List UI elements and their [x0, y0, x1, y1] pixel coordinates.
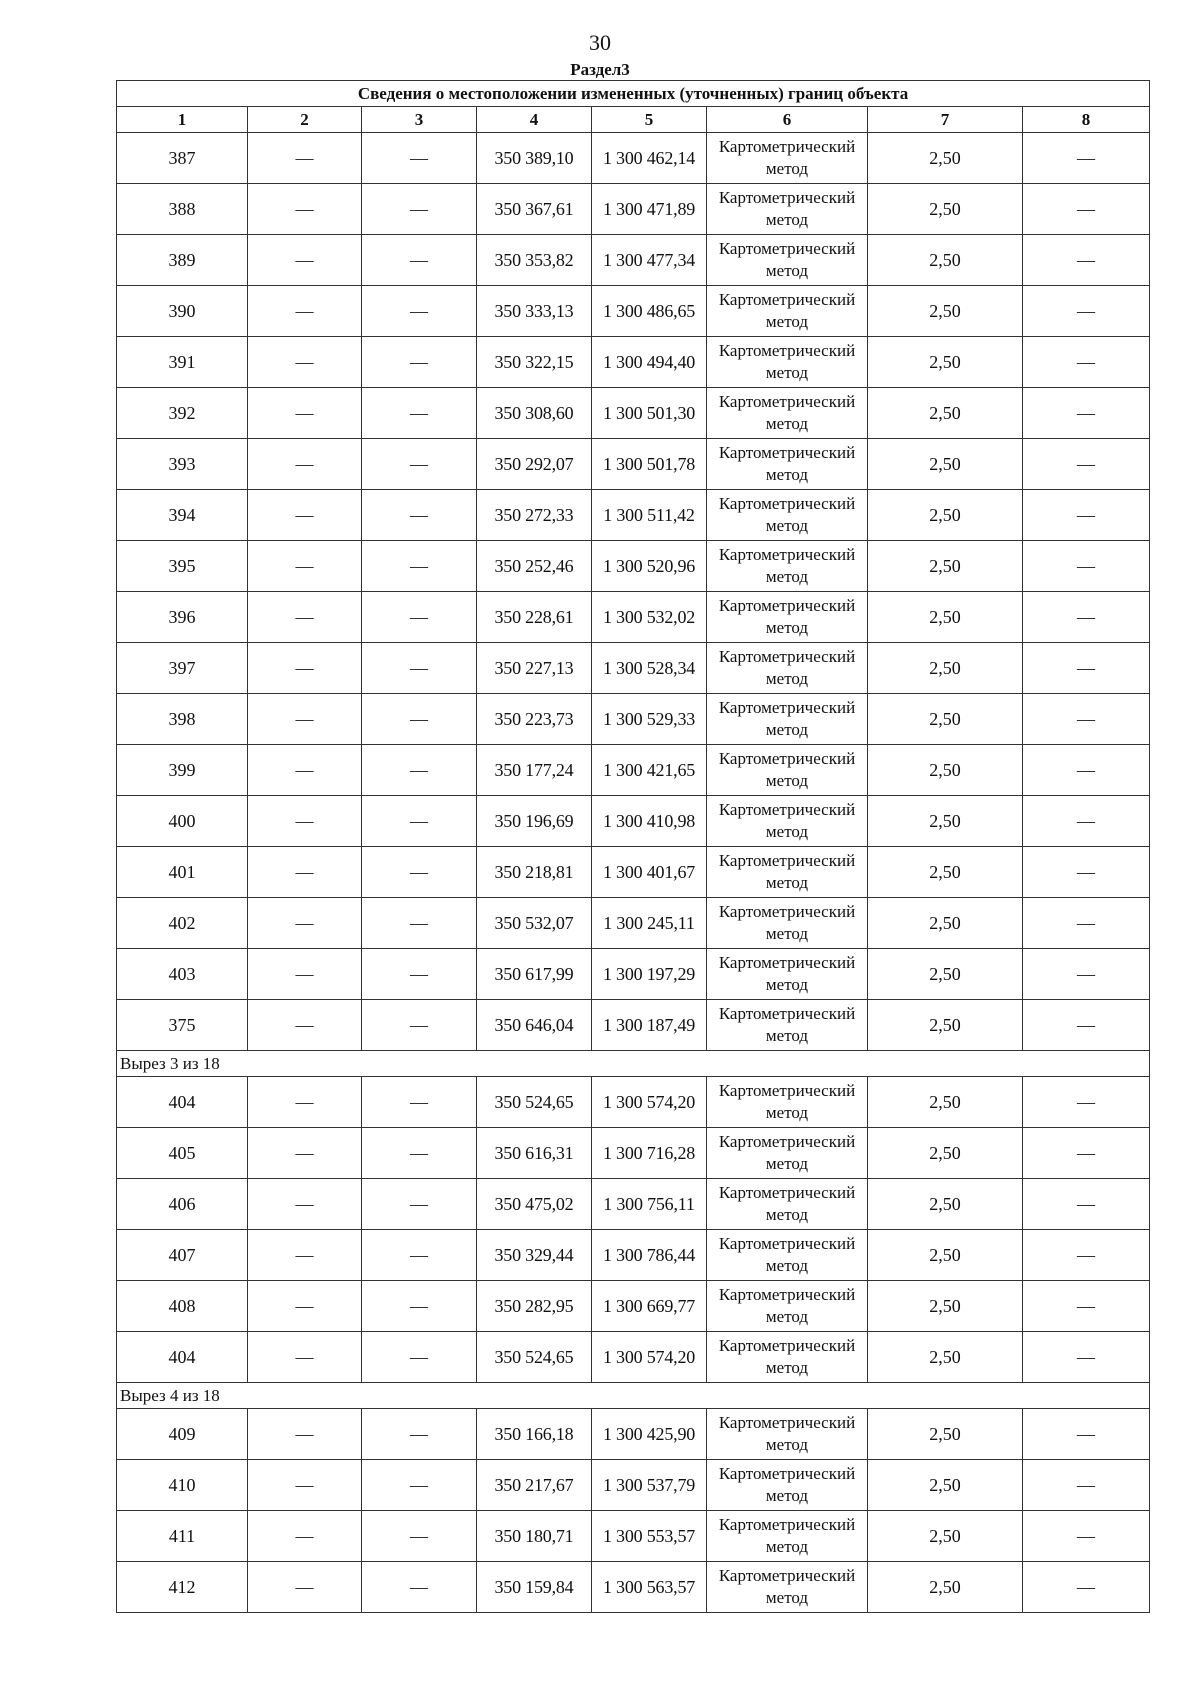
method-cell: Картометрический метод [707, 439, 868, 490]
point-number-cell: 402 [117, 898, 248, 949]
col3-cell: — [362, 847, 477, 898]
col3-cell: — [362, 541, 477, 592]
x-coordinate-cell: 350 333,13 [477, 286, 592, 337]
accuracy-cell: 2,50 [868, 490, 1023, 541]
column-header: 5 [592, 107, 707, 133]
point-number-cell: 407 [117, 1230, 248, 1281]
col3-cell: — [362, 1409, 477, 1460]
col8-cell: — [1023, 1562, 1150, 1613]
y-coordinate-cell: 1 300 187,49 [592, 1000, 707, 1051]
table-body [117, 133, 1150, 1613]
col2-cell: — [248, 847, 362, 898]
col3-cell: — [362, 235, 477, 286]
point-number-cell: 387 [117, 133, 248, 184]
table-row [117, 133, 1150, 184]
y-coordinate-cell: 1 300 537,79 [592, 1460, 707, 1511]
accuracy-cell: 2,50 [868, 1332, 1023, 1383]
col2-cell: — [248, 541, 362, 592]
y-coordinate-cell: 1 300 501,78 [592, 439, 707, 490]
col8-cell: — [1023, 286, 1150, 337]
point-number-cell: 401 [117, 847, 248, 898]
col2-cell: — [248, 745, 362, 796]
x-coordinate-cell: 350 223,73 [477, 694, 592, 745]
accuracy-cell: 2,50 [868, 184, 1023, 235]
table-row [117, 1230, 1150, 1281]
x-coordinate-cell: 350 177,24 [477, 745, 592, 796]
col8-cell: — [1023, 133, 1150, 184]
accuracy-cell: 2,50 [868, 1562, 1023, 1613]
x-coordinate-cell: 350 353,82 [477, 235, 592, 286]
table-row [117, 1128, 1150, 1179]
y-coordinate-cell: 1 300 756,11 [592, 1179, 707, 1230]
column-header: 3 [362, 107, 477, 133]
table-row [117, 337, 1150, 388]
x-coordinate-cell: 350 524,65 [477, 1332, 592, 1383]
y-coordinate-cell: 1 300 520,96 [592, 541, 707, 592]
point-number-cell: 389 [117, 235, 248, 286]
col3-cell: — [362, 1562, 477, 1613]
col2-cell: — [248, 1179, 362, 1230]
method-cell: Картометрический метод [707, 1179, 868, 1230]
y-coordinate-cell: 1 300 401,67 [592, 847, 707, 898]
col3-cell: — [362, 694, 477, 745]
col8-cell: — [1023, 235, 1150, 286]
point-number-cell: 411 [117, 1511, 248, 1562]
x-coordinate-cell: 350 389,10 [477, 133, 592, 184]
y-coordinate-cell: 1 300 574,20 [592, 1332, 707, 1383]
method-cell: Картометрический метод [707, 1409, 868, 1460]
point-number-cell: 408 [117, 1281, 248, 1332]
col2-cell: — [248, 796, 362, 847]
table-row [117, 898, 1150, 949]
y-coordinate-cell: 1 300 716,28 [592, 1128, 707, 1179]
accuracy-cell: 2,50 [868, 796, 1023, 847]
x-coordinate-cell: 350 617,99 [477, 949, 592, 1000]
col3-cell: — [362, 643, 477, 694]
point-number-cell: 410 [117, 1460, 248, 1511]
table-row [117, 745, 1150, 796]
accuracy-cell: 2,50 [868, 1230, 1023, 1281]
y-coordinate-cell: 1 300 494,40 [592, 337, 707, 388]
col3-cell: — [362, 1000, 477, 1051]
method-cell: Картометрический метод [707, 337, 868, 388]
col8-cell: — [1023, 388, 1150, 439]
accuracy-cell: 2,50 [868, 1077, 1023, 1128]
y-coordinate-cell: 1 300 511,42 [592, 490, 707, 541]
point-number-cell: 375 [117, 1000, 248, 1051]
point-number-cell: 409 [117, 1409, 248, 1460]
col8-cell: — [1023, 337, 1150, 388]
col2-cell: — [248, 949, 362, 1000]
point-number-cell: 391 [117, 337, 248, 388]
col3-cell: — [362, 133, 477, 184]
column-header: 2 [248, 107, 362, 133]
col8-cell: — [1023, 1077, 1150, 1128]
method-cell: Картометрический метод [707, 1281, 868, 1332]
y-coordinate-cell: 1 300 529,33 [592, 694, 707, 745]
point-number-cell: 390 [117, 286, 248, 337]
x-coordinate-cell: 350 196,69 [477, 796, 592, 847]
method-cell: Картометрический метод [707, 949, 868, 1000]
point-number-cell: 404 [117, 1077, 248, 1128]
table-row [117, 1000, 1150, 1051]
column-header: 1 [117, 107, 248, 133]
x-coordinate-cell: 350 308,60 [477, 388, 592, 439]
x-coordinate-cell: 350 524,65 [477, 1077, 592, 1128]
group-label: Вырез 4 из 18 [117, 1383, 1150, 1409]
column-header: 6 [707, 107, 868, 133]
method-cell: Картометрический метод [707, 1000, 868, 1051]
accuracy-cell: 2,50 [868, 439, 1023, 490]
col3-cell: — [362, 1077, 477, 1128]
col3-cell: — [362, 1511, 477, 1562]
col3-cell: — [362, 337, 477, 388]
y-coordinate-cell: 1 300 421,65 [592, 745, 707, 796]
col3-cell: — [362, 745, 477, 796]
table-row [117, 1409, 1150, 1460]
x-coordinate-cell: 350 282,95 [477, 1281, 592, 1332]
point-number-cell: 392 [117, 388, 248, 439]
method-cell: Картометрический метод [707, 490, 868, 541]
accuracy-cell: 2,50 [868, 1128, 1023, 1179]
col2-cell: — [248, 337, 362, 388]
col3-cell: — [362, 184, 477, 235]
col8-cell: — [1023, 439, 1150, 490]
point-number-cell: 397 [117, 643, 248, 694]
x-coordinate-cell: 350 292,07 [477, 439, 592, 490]
accuracy-cell: 2,50 [868, 643, 1023, 694]
col2-cell: — [248, 1511, 362, 1562]
col2-cell: — [248, 1409, 362, 1460]
point-number-cell: 412 [117, 1562, 248, 1613]
table-row [117, 286, 1150, 337]
method-cell: Картометрический метод [707, 286, 868, 337]
table-row [117, 1562, 1150, 1613]
col3-cell: — [362, 592, 477, 643]
point-number-cell: 398 [117, 694, 248, 745]
method-cell: Картометрический метод [707, 1511, 868, 1562]
accuracy-cell: 2,50 [868, 949, 1023, 1000]
coordinates-table [116, 80, 1150, 1613]
x-coordinate-cell: 350 532,07 [477, 898, 592, 949]
y-coordinate-cell: 1 300 786,44 [592, 1230, 707, 1281]
x-coordinate-cell: 350 367,61 [477, 184, 592, 235]
col2-cell: — [248, 643, 362, 694]
accuracy-cell: 2,50 [868, 1409, 1023, 1460]
y-coordinate-cell: 1 300 477,34 [592, 235, 707, 286]
y-coordinate-cell: 1 300 471,89 [592, 184, 707, 235]
accuracy-cell: 2,50 [868, 745, 1023, 796]
point-number-cell: 404 [117, 1332, 248, 1383]
group-row [117, 1383, 1150, 1409]
accuracy-cell: 2,50 [868, 286, 1023, 337]
point-number-cell: 403 [117, 949, 248, 1000]
method-cell: Картометрический метод [707, 745, 868, 796]
col2-cell: — [248, 1230, 362, 1281]
col8-cell: — [1023, 184, 1150, 235]
table-row [117, 490, 1150, 541]
accuracy-cell: 2,50 [868, 1179, 1023, 1230]
x-coordinate-cell: 350 322,15 [477, 337, 592, 388]
x-coordinate-cell: 350 646,04 [477, 1000, 592, 1051]
col3-cell: — [362, 1281, 477, 1332]
accuracy-cell: 2,50 [868, 235, 1023, 286]
y-coordinate-cell: 1 300 462,14 [592, 133, 707, 184]
col8-cell: — [1023, 1511, 1150, 1562]
col8-cell: — [1023, 643, 1150, 694]
y-coordinate-cell: 1 300 563,57 [592, 1562, 707, 1613]
accuracy-cell: 2,50 [868, 1460, 1023, 1511]
point-number-cell: 396 [117, 592, 248, 643]
group-label: Вырез 3 из 18 [117, 1051, 1150, 1077]
y-coordinate-cell: 1 300 486,65 [592, 286, 707, 337]
x-coordinate-cell: 350 180,71 [477, 1511, 592, 1562]
col3-cell: — [362, 1230, 477, 1281]
method-cell: Картометрический метод [707, 694, 868, 745]
method-cell: Картометрический метод [707, 1460, 868, 1511]
point-number-cell: 406 [117, 1179, 248, 1230]
section-title: Раздел3 [570, 60, 630, 79]
method-cell: Картометрический метод [707, 1128, 868, 1179]
table-row [117, 796, 1150, 847]
column-header-row [117, 107, 1150, 133]
group-row [117, 1051, 1150, 1077]
point-number-cell: 393 [117, 439, 248, 490]
method-cell: Картометрический метод [707, 592, 868, 643]
col2-cell: — [248, 235, 362, 286]
col8-cell: — [1023, 490, 1150, 541]
x-coordinate-cell: 350 227,13 [477, 643, 592, 694]
accuracy-cell: 2,50 [868, 847, 1023, 898]
method-cell: Картометрический метод [707, 541, 868, 592]
col8-cell: — [1023, 592, 1150, 643]
accuracy-cell: 2,50 [868, 388, 1023, 439]
y-coordinate-cell: 1 300 528,34 [592, 643, 707, 694]
col3-cell: — [362, 1460, 477, 1511]
point-number-cell: 388 [117, 184, 248, 235]
accuracy-cell: 2,50 [868, 694, 1023, 745]
method-cell: Картометрический метод [707, 1230, 868, 1281]
x-coordinate-cell: 350 217,67 [477, 1460, 592, 1511]
x-coordinate-cell: 350 228,61 [477, 592, 592, 643]
y-coordinate-cell: 1 300 410,98 [592, 796, 707, 847]
x-coordinate-cell: 350 329,44 [477, 1230, 592, 1281]
x-coordinate-cell: 350 616,31 [477, 1128, 592, 1179]
col8-cell: — [1023, 1460, 1150, 1511]
col8-cell: — [1023, 1179, 1150, 1230]
col3-cell: — [362, 439, 477, 490]
method-cell: Картометрический метод [707, 1562, 868, 1613]
col3-cell: — [362, 388, 477, 439]
col8-cell: — [1023, 847, 1150, 898]
method-cell: Картометрический метод [707, 184, 868, 235]
accuracy-cell: 2,50 [868, 1511, 1023, 1562]
col3-cell: — [362, 1179, 477, 1230]
column-header: 8 [1023, 107, 1150, 133]
page-number: 30 [589, 30, 611, 55]
method-cell: Картометрический метод [707, 898, 868, 949]
col2-cell: — [248, 898, 362, 949]
col3-cell: — [362, 1332, 477, 1383]
x-coordinate-cell: 350 475,02 [477, 1179, 592, 1230]
point-number-cell: 394 [117, 490, 248, 541]
col8-cell: — [1023, 745, 1150, 796]
col8-cell: — [1023, 1281, 1150, 1332]
col2-cell: — [248, 388, 362, 439]
col2-cell: — [248, 490, 362, 541]
y-coordinate-cell: 1 300 425,90 [592, 1409, 707, 1460]
table-title: Сведения о местоположении измененных (уточненных) границ объекта [117, 81, 1150, 107]
method-cell: Картометрический метод [707, 235, 868, 286]
accuracy-cell: 2,50 [868, 1000, 1023, 1051]
point-number-cell: 399 [117, 745, 248, 796]
table-title-row [117, 81, 1150, 107]
table-row [117, 235, 1150, 286]
col2-cell: — [248, 184, 362, 235]
col2-cell: — [248, 1281, 362, 1332]
col2-cell: — [248, 1000, 362, 1051]
method-cell: Картометрический метод [707, 847, 868, 898]
accuracy-cell: 2,50 [868, 592, 1023, 643]
col8-cell: — [1023, 541, 1150, 592]
table-row [117, 184, 1150, 235]
method-cell: Картометрический метод [707, 133, 868, 184]
x-coordinate-cell: 350 252,46 [477, 541, 592, 592]
table-row [117, 643, 1150, 694]
table-row [117, 847, 1150, 898]
col8-cell: — [1023, 1000, 1150, 1051]
col3-cell: — [362, 796, 477, 847]
col8-cell: — [1023, 1332, 1150, 1383]
accuracy-cell: 2,50 [868, 337, 1023, 388]
point-number-cell: 395 [117, 541, 248, 592]
col2-cell: — [248, 1562, 362, 1613]
col8-cell: — [1023, 1409, 1150, 1460]
accuracy-cell: 2,50 [868, 1281, 1023, 1332]
col2-cell: — [248, 1128, 362, 1179]
y-coordinate-cell: 1 300 501,30 [592, 388, 707, 439]
accuracy-cell: 2,50 [868, 541, 1023, 592]
col8-cell: — [1023, 694, 1150, 745]
col2-cell: — [248, 1077, 362, 1128]
col2-cell: — [248, 1460, 362, 1511]
col8-cell: — [1023, 949, 1150, 1000]
point-number-cell: 405 [117, 1128, 248, 1179]
y-coordinate-cell: 1 300 669,77 [592, 1281, 707, 1332]
x-coordinate-cell: 350 218,81 [477, 847, 592, 898]
method-cell: Картометрический метод [707, 643, 868, 694]
col3-cell: — [362, 286, 477, 337]
y-coordinate-cell: 1 300 245,11 [592, 898, 707, 949]
col3-cell: — [362, 898, 477, 949]
y-coordinate-cell: 1 300 532,02 [592, 592, 707, 643]
col2-cell: — [248, 694, 362, 745]
point-number-cell: 400 [117, 796, 248, 847]
col2-cell: — [248, 133, 362, 184]
col2-cell: — [248, 439, 362, 490]
method-cell: Картометрический метод [707, 388, 868, 439]
col2-cell: — [248, 286, 362, 337]
method-cell: Картометрический метод [707, 796, 868, 847]
col8-cell: — [1023, 1128, 1150, 1179]
table-row [117, 949, 1150, 1000]
table-row [117, 1179, 1150, 1230]
table-row [117, 1281, 1150, 1332]
table-row [117, 1077, 1150, 1128]
method-cell: Картометрический метод [707, 1332, 868, 1383]
table-row [117, 439, 1150, 490]
accuracy-cell: 2,50 [868, 133, 1023, 184]
col8-cell: — [1023, 898, 1150, 949]
x-coordinate-cell: 350 166,18 [477, 1409, 592, 1460]
col8-cell: — [1023, 1230, 1150, 1281]
y-coordinate-cell: 1 300 197,29 [592, 949, 707, 1000]
accuracy-cell: 2,50 [868, 898, 1023, 949]
table-row [117, 694, 1150, 745]
y-coordinate-cell: 1 300 574,20 [592, 1077, 707, 1128]
table-row [117, 1511, 1150, 1562]
col3-cell: — [362, 949, 477, 1000]
x-coordinate-cell: 350 272,33 [477, 490, 592, 541]
col8-cell: — [1023, 796, 1150, 847]
method-cell: Картометрический метод [707, 1077, 868, 1128]
col2-cell: — [248, 1332, 362, 1383]
col3-cell: — [362, 1128, 477, 1179]
col2-cell: — [248, 592, 362, 643]
table-row [117, 388, 1150, 439]
col3-cell: — [362, 490, 477, 541]
table-row [117, 1460, 1150, 1511]
column-header: 7 [868, 107, 1023, 133]
x-coordinate-cell: 350 159,84 [477, 1562, 592, 1613]
table-row [117, 592, 1150, 643]
table-row [117, 541, 1150, 592]
column-header: 4 [477, 107, 592, 133]
table-row [117, 1332, 1150, 1383]
y-coordinate-cell: 1 300 553,57 [592, 1511, 707, 1562]
